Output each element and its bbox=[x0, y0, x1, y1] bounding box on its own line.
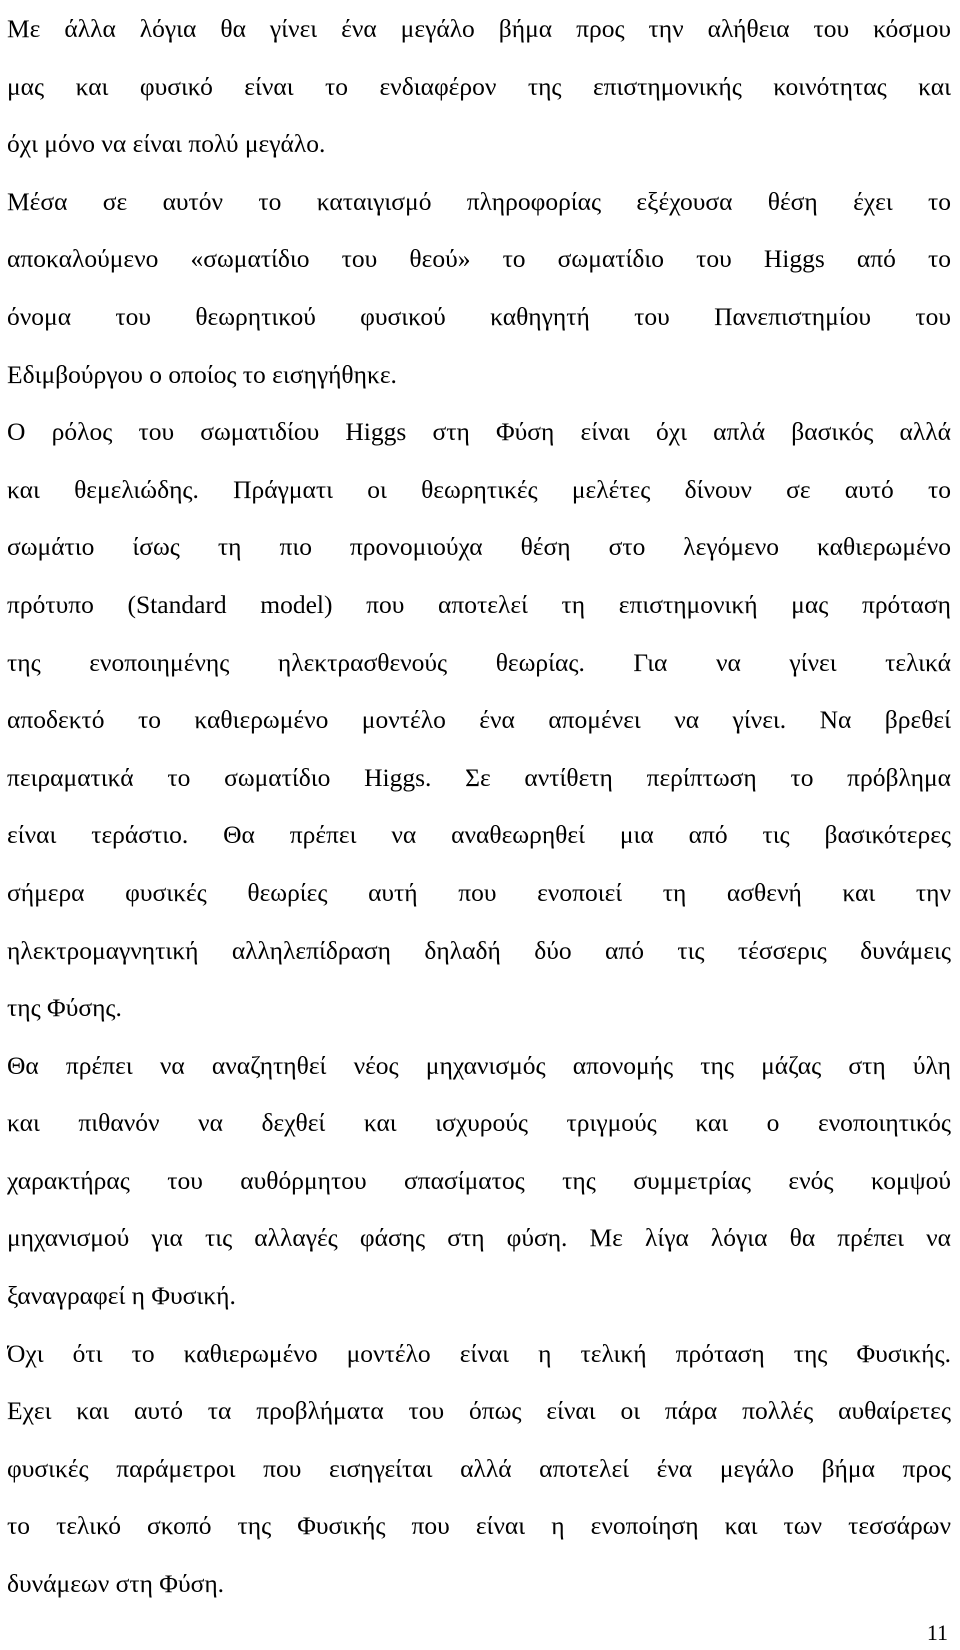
text-line: Με άλλα λόγια θα γίνει ένα μεγάλο βήμα προς την αλήθεια του κόσμου bbox=[7, 14, 951, 43]
text-line: το τελικό σκοπό της Φυσικής που είναι η ενοποίηση και των τεσσάρων bbox=[7, 1511, 951, 1541]
body-text bbox=[7, 0, 951, 1613]
text-line: Ο ρόλος του σωματιδίου Higgs στη Φύση είναι όχι απλά βασικός αλλά bbox=[7, 417, 951, 447]
text-line: αποκαλούμενο «σωματίδιο του θεού» το σωματίδιο του Higgs από το bbox=[7, 244, 951, 274]
text-line: Όχι ότι το καθιερωμένο μοντέλο είναι η τελική πρόταση της Φυσικής. bbox=[7, 1338, 951, 1368]
text-line: φυσικές παράμετροι που εισηγείται αλλά αποτελεί ένα μεγάλο βήμα προς bbox=[7, 1453, 951, 1483]
text-line: είναι τεράστιο. Θα πρέπει να αναθεωρηθεί μια από τις βασικότερες bbox=[7, 820, 951, 850]
text-line: και πιθανόν να δεχθεί και ισχυρούς τριγμούς και ο ενοποιητικός bbox=[7, 1108, 951, 1138]
text-line: χαρακτήρας του αυθόρμητου σπασίματος της συμμετρίας ενός κομψού bbox=[7, 1165, 951, 1195]
text-line: μας και φυσικό είναι το ενδιαφέρον της επιστημονικής κοινότητας και bbox=[7, 71, 951, 101]
text-line: ηλεκτρομαγνητική αλληλεπίδραση δηλαδή δύο από τις τέσσερις δυνάμεις bbox=[7, 935, 951, 965]
text-line: όνομα του θεωρητικού φυσικού καθηγητή του Πανεπιστημίου του bbox=[7, 301, 951, 331]
text-line: αποδεκτό το καθιερωμένο μοντέλο ένα απομένει να γίνει. Να βρεθεί bbox=[7, 705, 951, 735]
text-line: και θεμελιώδης. Πράγματι οι θεωρητικές μελέτες δίνουν σε αυτό το bbox=[7, 474, 951, 504]
text-line: της Φύσης. bbox=[7, 993, 122, 1023]
text-line: Θα πρέπει να αναζητηθεί νέος μηχανισμός απονομής της μάζας στη ύλη bbox=[7, 1050, 951, 1080]
text-line: πρότυπο (Standard model) που αποτελεί τη επιστημονική μας πρόταση bbox=[7, 589, 951, 619]
text-line: Εχει και αυτό τα προβλήματα του όπως είναι οι πάρα πολλές αυθαίρετες bbox=[7, 1396, 951, 1426]
page-number: 11 bbox=[926, 1620, 948, 1645]
text-line: μηχανισμού για τις αλλαγές φάσης στη φύση. Με λίγα λόγια θα πρέπει να bbox=[7, 1223, 951, 1253]
text-line: σωμάτιο ίσως τη πιο προνομιούχα θέση στο λεγόμενο καθιερωμένο bbox=[7, 532, 951, 562]
text-line: σήμερα φυσικές θεωρίες αυτή που ενοποιεί τη ασθενή και την bbox=[7, 877, 951, 907]
text-line: Μέσα σε αυτόν το καταιγισμό πληροφορίας εξέχουσα θέση έχει το bbox=[7, 186, 951, 216]
text-line: της ενοποιημένης ηλεκτρασθενούς θεωρίας. Για να γίνει τελικά bbox=[7, 647, 951, 677]
text-line: δυνάμεων στη Φύση. bbox=[7, 1569, 225, 1599]
text-line: πειραματικά το σωματίδιο Higgs. Σε αντίθετη περίπτωση το πρόβλημα bbox=[7, 762, 951, 792]
text-line: όχι μόνο να είναι πολύ μεγάλο. bbox=[7, 129, 326, 159]
text-line: Εδιμβούργου ο οποίος το εισηγήθηκε. bbox=[7, 359, 397, 389]
text-line: ξαναγραφεί η Φυσική. bbox=[7, 1281, 236, 1311]
